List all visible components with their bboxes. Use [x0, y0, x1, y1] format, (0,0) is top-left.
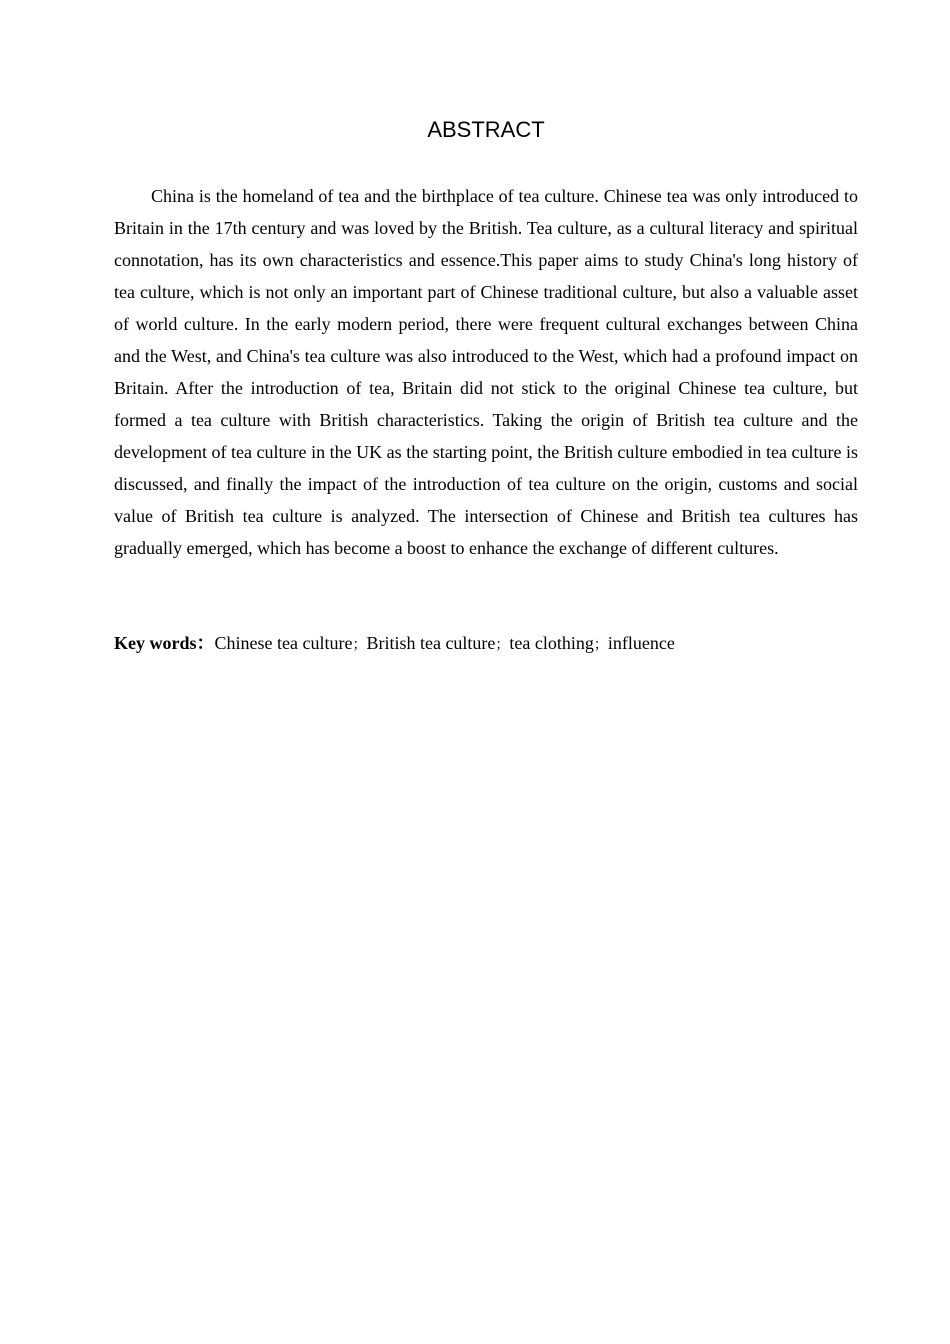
abstract-title: ABSTRACT [427, 117, 545, 142]
keywords-label: Key words： [114, 633, 215, 653]
keyword-item: tea clothing [509, 633, 594, 653]
keywords-line [114, 627, 858, 662]
keyword-separator: ； [495, 638, 510, 653]
keyword-item: British tea culture [366, 633, 496, 653]
abstract-paragraph: China is the homeland of tea and the birthplace of tea culture. Chinese tea was only introduced to Britain in the 17th century and was loved by the British. Tea culture, as a cultural literacy and spiritual connotation, has its own characteristics and essence.This paper aims to study China's long history of tea culture, which is not only an important part of Chinese traditional culture, but also a valuable asset of world culture. In the early modern period, there were frequent cultural exchanges between China and the West, and China's tea culture was also introduced to the West, which had a profound impact on Britain. After the introduction of tea, Britain did not stick to the original Chinese tea culture, but formed a tea culture with British characteristics. Taking the origin of British tea culture and the development of tea culture in the UK as the starting point, the British culture embodied in tea culture is discussed, and finally the impact of the introduction of tea culture on the origin, customs and social value of British tea culture is analyzed. The intersection of Chinese and British tea cultures has gradually emerged, which has become a boost to enhance the exchange of different cultures. [114, 186, 858, 558]
keyword-item: influence [607, 633, 675, 653]
keyword-separator: ； [593, 638, 608, 653]
keyword-separator: ； [352, 638, 367, 653]
keyword-item: Chinese tea culture [214, 633, 353, 653]
